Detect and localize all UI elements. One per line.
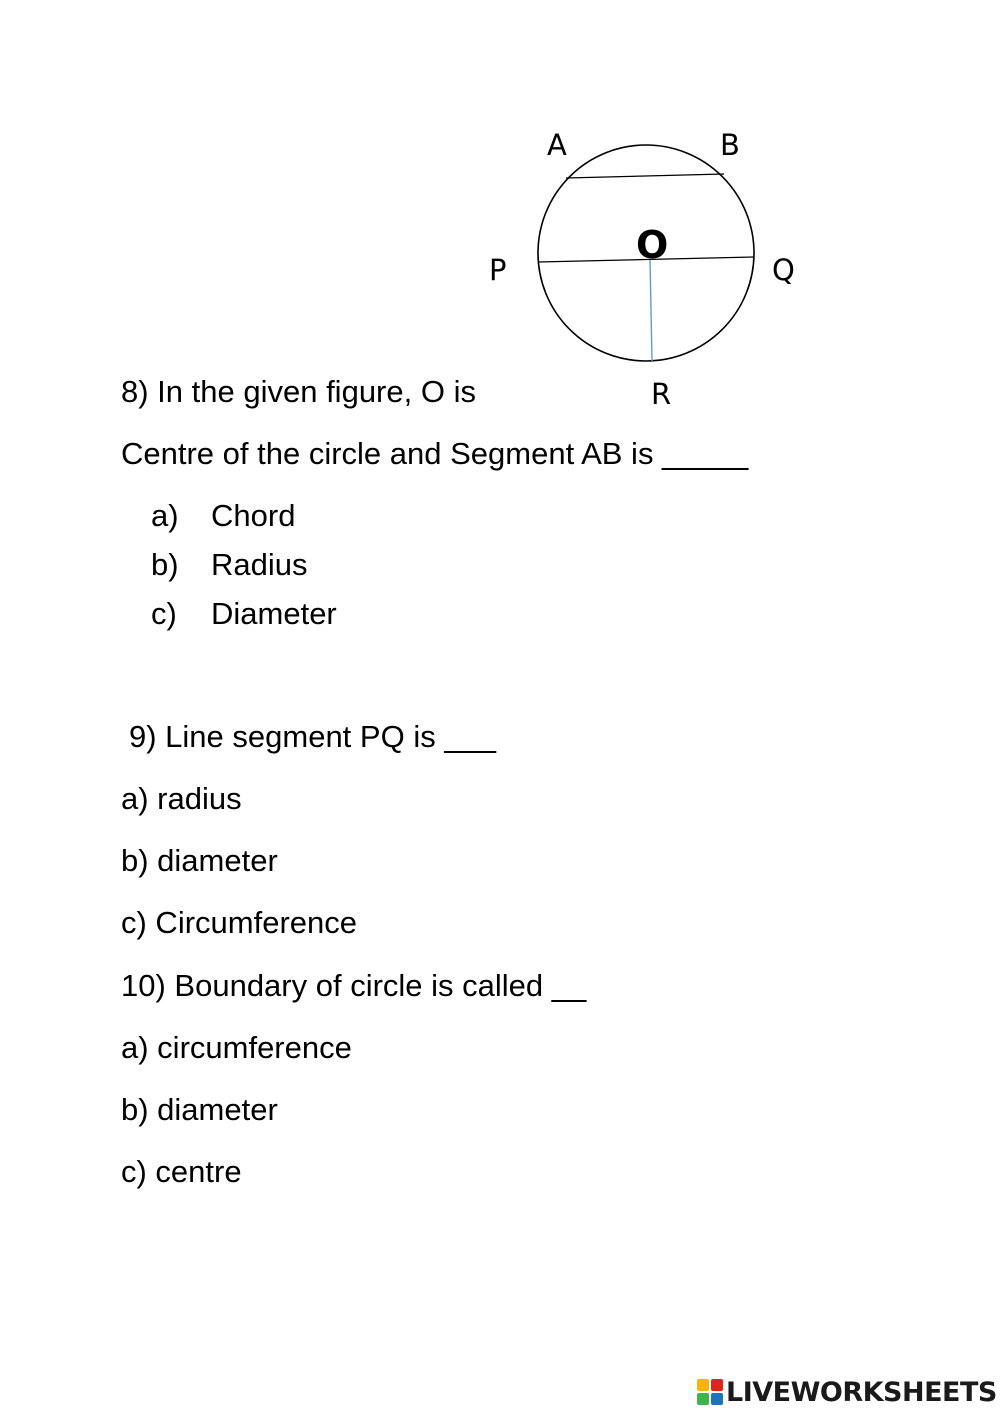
logo-square (697, 1393, 709, 1405)
label-a: A (547, 128, 567, 162)
q10-option-c[interactable]: c) centre (121, 1154, 242, 1189)
label-p: P (489, 253, 507, 287)
label-q: Q (772, 253, 795, 287)
q8-option-b[interactable] (151, 547, 308, 583)
circle-figure (0, 0, 1000, 420)
q10-option-a[interactable]: a) circumference (121, 1030, 352, 1065)
logo-squares-icon (697, 1379, 723, 1405)
logo-square (711, 1393, 723, 1405)
liveworksheets-logo (697, 1374, 997, 1410)
q8-option-a[interactable] (151, 498, 295, 534)
label-r: R (651, 377, 672, 411)
radius-or (650, 260, 652, 361)
label-o: O (636, 223, 669, 267)
option-letter: b) (151, 547, 179, 582)
q9-option-b[interactable]: b) diameter (121, 843, 278, 878)
option-letter: c) (151, 596, 177, 631)
q10-question: 10) Boundary of circle is called __ (121, 968, 587, 1003)
q8-option-c[interactable] (151, 596, 337, 632)
chord-ab (566, 174, 724, 178)
q8-line2: Centre of the circle and Segment AB is _____ (121, 436, 749, 471)
q8-line1: 8) In the given figure, O is (121, 374, 476, 409)
brand-name: LIVEWORKSHEETS (726, 1376, 997, 1408)
option-text: Diameter (211, 596, 337, 631)
logo-square (711, 1379, 723, 1391)
q9-option-a[interactable]: a) radius (121, 781, 242, 816)
label-b: B (720, 128, 740, 162)
option-text: Chord (211, 498, 296, 533)
option-text: Radius (211, 547, 308, 582)
q9-option-c[interactable]: c) Circumference (121, 905, 357, 940)
logo-square (697, 1379, 709, 1391)
q10-option-b[interactable]: b) diameter (121, 1092, 278, 1127)
q9-question: 9) Line segment PQ is ___ (129, 719, 497, 754)
option-letter: a) (151, 498, 179, 533)
